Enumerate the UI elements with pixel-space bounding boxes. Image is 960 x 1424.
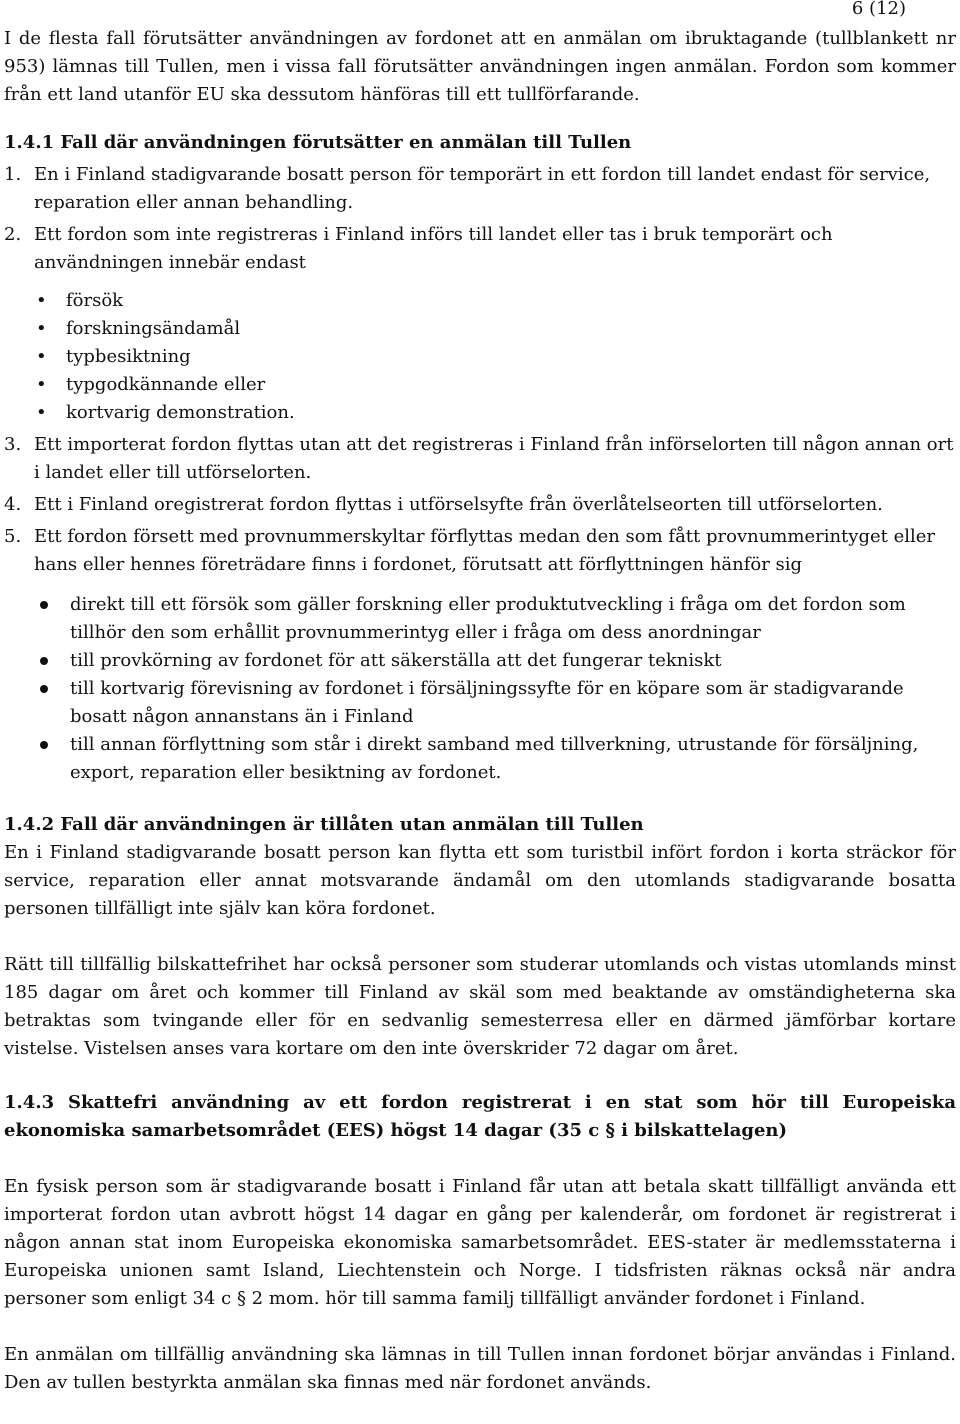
transfer-purpose-list	[38, 591, 956, 787]
list-item: • försök	[36, 287, 956, 315]
list-item: • typbesiktning	[36, 343, 956, 371]
section-heading-1-4-1: 1.4.1 Fall där användningen förutsätter en anmälan till Tullen	[4, 132, 632, 153]
numbered-item-5	[4, 523, 956, 579]
list-item: • forskningsändamål	[36, 315, 956, 343]
item-number: 2.	[4, 224, 22, 245]
item-text: Ett fordon försett med provnummerskyltar förflyttas medan den som fått provnummerintyget eller hans eller hennes företrädare finns i fordonet, förutsatt att förflyttningen hänför sig	[34, 526, 936, 575]
list-item: till kortvarig förevisning av fordonet i försäljningssyfte för en köpare som är stadigvarande bosatt någon annanstans än i Finland	[38, 675, 956, 731]
list-item: direkt till ett försök som gäller forskning eller produktutveckling i fråga om det fordon som tillhör den som erhållit provnummerintyg eller i fråga om dess anordningar	[38, 591, 956, 647]
item-text: En i Finland stadigvarande bosatt person för temporärt in ett fordon till landet endast för service, reparation eller annan behandling.	[34, 164, 931, 213]
document-body	[4, 25, 956, 1397]
section-heading-1-4-2: 1.4.2 Fall där användningen är tillåten utan anmälan till Tullen	[4, 814, 644, 835]
item-text: Ett importerat fordon flyttas utan att det registreras i Finland från införselorten till någon annan ort i landet eller till utförselorten.	[34, 434, 954, 483]
paragraph: Rätt till tillfällig bilskattefrihet har också personer som studerar utomlands och vistas utomlands minst 185 dagar om året och kommer till Finland av skäl som med beaktande av omständigheterna ska betraktas som tvingande eller för en sedvanlig semesterresa eller en därmed jämförbar kortare vistelse. Vistelsen anses vara kortare om den inte överskrider 72 dagar om året.	[4, 954, 956, 1059]
item-number: 5.	[4, 526, 22, 547]
paragraph: En i Finland stadigvarande bosatt person kan flytta ett som turistbil infört fordon i korta sträckor för service, reparation eller annat motsvarande ändamål om den utomlands stadigvarande bosatta personen tillfälligt inte själv kan köra fordonet.	[4, 842, 956, 919]
paragraph: En anmälan om tillfällig användning ska lämnas in till Tullen innan fordonet börjar användas i Finland. Den av tullen bestyrkta anmälan ska finnas med när fordonet används.	[4, 1344, 956, 1393]
numbered-item-1	[4, 161, 956, 217]
item-number: 4.	[4, 494, 22, 515]
list-item: till annan förflyttning som står i direkt samband med tillverkning, utrustande för försäljning, export, reparation eller besiktning av fordonet.	[38, 731, 956, 787]
item-number: 1.	[4, 164, 22, 185]
paragraph: En fysisk person som är stadigvarande bosatt i Finland får utan att betala skatt tillfälligt använda ett importerat fordon utan avbrott högst 14 dagar en gång per kalenderår, om fordonet är registrerat i någon annan stat inom Europeiska ekonomiska samarbetsområdet. EES-stater är medlemsstaterna i Europeiska unionen samt Island, Liechtenstein och Norge. I tidsfristen räknas också när andra personer som enligt 34 c § 2 mom. hör till samma familj tillfälligt använder fordonet i Finland.	[4, 1176, 956, 1309]
list-item: till provkörning av fordonet för att säkerställa att det fungerar tekniskt	[38, 647, 956, 675]
item-text: Ett i Finland oregistrerat fordon flyttas i utförselsyfte från överlåtelseorten till utförselorten.	[34, 494, 883, 515]
item-number: 3.	[4, 434, 22, 455]
numbered-item-2	[4, 221, 956, 277]
item-text: Ett fordon som inte registreras i Finland införs till landet eller tas i bruk temporärt och användningen innebär endast	[34, 224, 833, 273]
numbered-item-3	[4, 431, 956, 487]
intro-paragraph: I de flesta fall förutsätter användningen av fordonet att en anmälan om ibruktagande (tullblankett nr 953) lämnas till Tullen, men i vissa fall förutsätter användningen ingen anmälan. Fordon som kommer från ett land utanför EU ska dessutom hänföras till ett tullförfarande.	[4, 28, 956, 105]
list-item: • kortvarig demonstration.	[36, 399, 956, 427]
numbered-item-4	[4, 491, 956, 519]
list-item: • typgodkännande eller	[36, 371, 956, 399]
purpose-list	[36, 287, 956, 427]
page-number: 6 (12)	[851, 0, 906, 19]
section-heading-1-4-3: 1.4.3 Skattefri användning av ett fordon registrerat i en stat som hör till Europeiska ekonomiska samarbetsområdet (EES) högst 14 dagar (35 c § i bilskattelagen)	[4, 1092, 956, 1141]
